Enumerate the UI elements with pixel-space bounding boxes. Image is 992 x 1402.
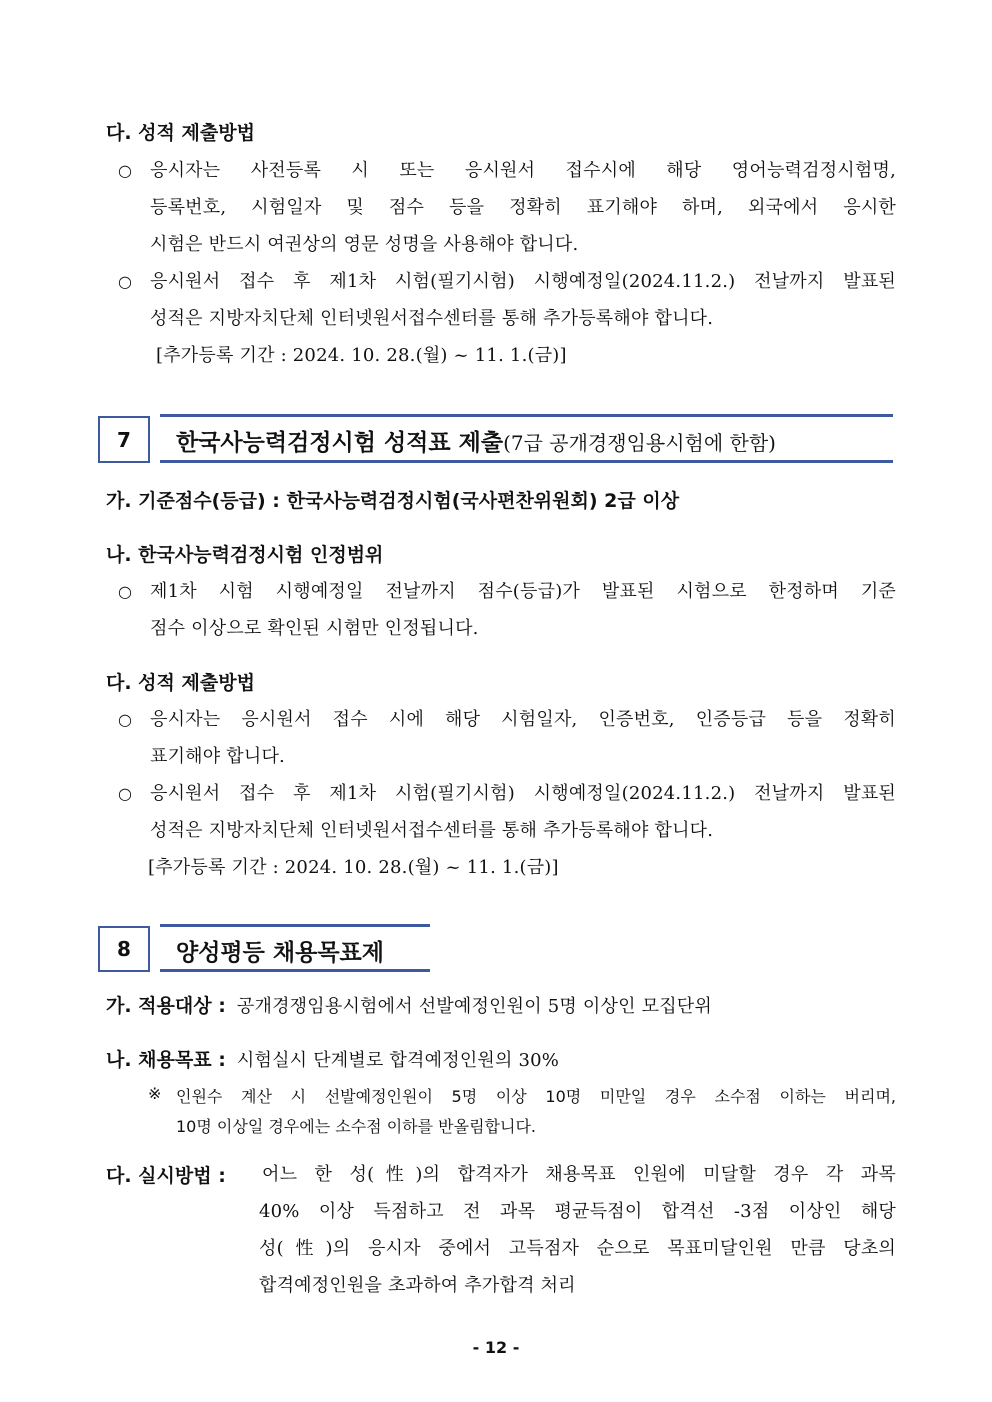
bullet-circle: ○ — [118, 784, 132, 803]
bullet-circle: ○ — [118, 582, 132, 601]
section-title-main: 양성평등 채용목표제 — [176, 940, 384, 966]
paragraph-line: 응시원서 접수 후 제1차 시험(필기시험) 시행예정일(2024.11.2.) 전날까지 발표된 — [150, 271, 896, 292]
paragraph-line: 표기해야 합니다. — [150, 746, 285, 767]
scope-heading: 나. 한국사능력검정시험 인정범위 — [106, 544, 384, 566]
section-title-bottom-rule — [160, 460, 893, 463]
block1-heading: 다. 성적 제출방법 — [106, 122, 255, 144]
paragraph-line: [추가등록 기간 : 2024. 10. 28.(월) ~ 11. 1.(금)] — [156, 345, 567, 366]
paragraph-line: 점수 이상으로 확인된 시험만 인정됩니다. — [150, 618, 479, 639]
bullet-circle: ○ — [118, 710, 132, 729]
section-title — [176, 424, 776, 457]
criteria-heading: 가. 기준점수(등급) : 한국사능력검정시험(국사편찬위원회) 2급 이상 — [106, 490, 680, 512]
paragraph-line: 응시자는 응시원서 접수 시에 해당 시험일자, 인증번호, 인증등급 등을 정확히 — [150, 709, 896, 730]
method-line: 합격예정인원을 초과하여 추가합격 처리 — [259, 1275, 576, 1296]
paragraph-line: 시험은 반드시 여권상의 영문 성명을 사용해야 합니다. — [150, 234, 579, 255]
paragraph-line: 성적은 지방자치단체 인터넷원서접수센터를 통해 추가등록해야 합니다. — [150, 308, 714, 329]
target-label: 가. 적용대상 : — [106, 995, 226, 1017]
note-mark: ※ — [148, 1084, 162, 1103]
paragraph-line: 등록번호, 시험일자 및 점수 등을 정확히 표기해야 하며, 외국에서 응시한 — [150, 197, 896, 218]
paragraph-line: 제1차 시험 시행예정일 전날까지 점수(등급)가 발표된 시험으로 한정하며 기준 — [150, 581, 896, 602]
goal-text: 시험실시 단계별로 합격예정인원의 30% — [236, 1050, 560, 1071]
section-title-bottom-rule — [160, 969, 430, 972]
method-label: 다. 실시방법 : — [106, 1165, 226, 1187]
section-number-box — [98, 926, 150, 972]
target-row — [106, 991, 712, 1018]
method-line: 성(性)의 응시자 중에서 고득점자 순으로 목표미달인원 만큼 당초의 — [259, 1238, 896, 1259]
section-title-box — [160, 924, 430, 972]
section-title — [176, 934, 384, 967]
page-number: - 12 - — [472, 1338, 520, 1357]
section-title-main: 한국사능력검정시험 성적표 제출 — [176, 430, 504, 456]
bullet-circle: ○ — [118, 161, 132, 180]
note-line: 인원수 계산 시 선발예정인원이 5명 이상 10명 미만일 경우 소수점 이하는 버리며, — [176, 1087, 896, 1106]
target-text: 공개경쟁임용시험에서 선발예정인원이 5명 이상인 모집단위 — [236, 996, 712, 1017]
section-title-top-rule — [160, 924, 430, 927]
method-line: 40% 이상 득점하고 전 과목 평균득점이 합격선 -3점 이상인 해당 — [259, 1201, 896, 1222]
method-line: 어느 한 성(性)의 합격자가 채용목표 인원에 미달할 경우 각 과목 — [262, 1164, 896, 1185]
note-line: 10명 이상일 경우에는 소수점 이하를 반올림합니다. — [176, 1117, 536, 1136]
section-title-top-rule — [160, 414, 893, 417]
goal-row — [106, 1045, 559, 1072]
section-title-sub: (7급 공개경쟁임용시험에 한함) — [503, 431, 776, 455]
paragraph-line: 응시원서 접수 후 제1차 시험(필기시험) 시행예정일(2024.11.2.) 전날까지 발표된 — [150, 783, 896, 804]
submission-heading: 다. 성적 제출방법 — [106, 672, 255, 694]
section-number: 8 — [117, 937, 131, 961]
section-number-box — [98, 416, 150, 463]
paragraph-line: [추가등록 기간 : 2024. 10. 28.(월) ~ 11. 1.(금)] — [148, 857, 559, 878]
goal-label: 나. 채용목표 : — [106, 1049, 226, 1071]
bullet-circle: ○ — [118, 272, 132, 291]
section-title-box — [160, 414, 893, 463]
section-number: 7 — [117, 427, 131, 452]
paragraph-line: 성적은 지방자치단체 인터넷원서접수센터를 통해 추가등록해야 합니다. — [150, 820, 714, 841]
paragraph-line: 응시자는 사전등록 시 또는 응시원서 접수시에 해당 영어능력검정시험명, — [150, 160, 896, 181]
